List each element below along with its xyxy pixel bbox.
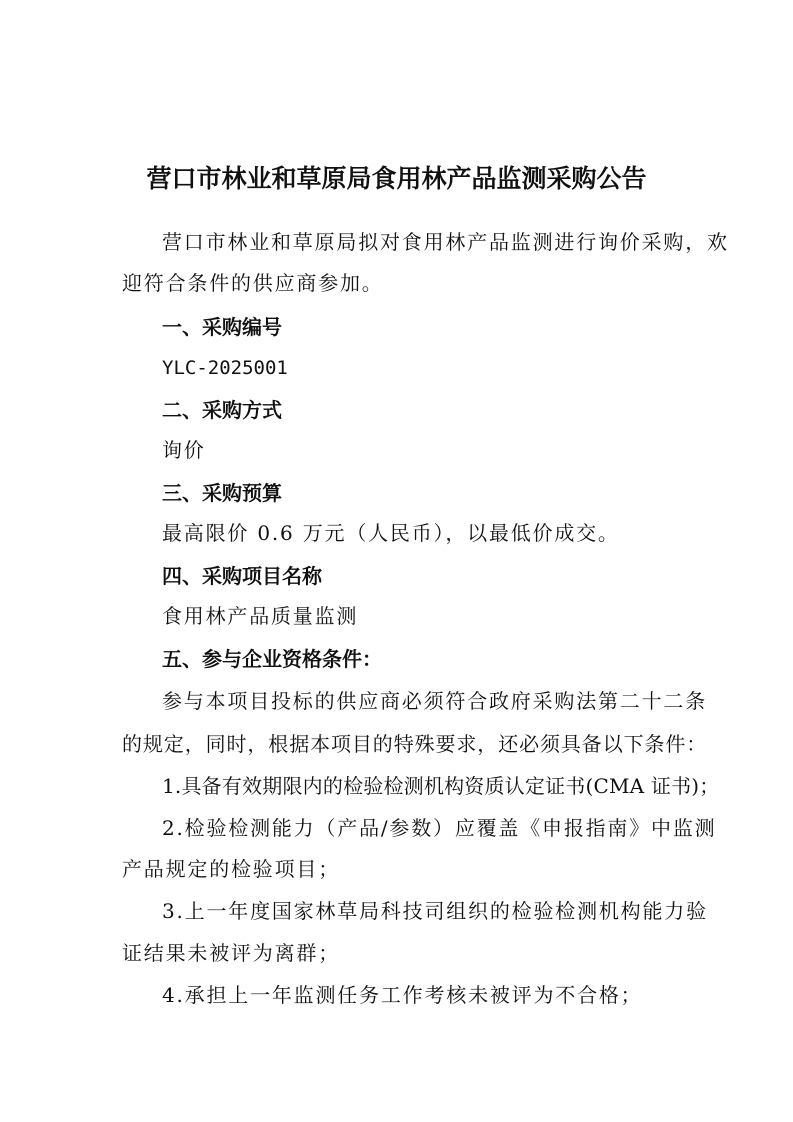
section-heading-procurement-number: 一、采购编号 — [162, 315, 282, 339]
condition-item-3-line-1: 3.上一年度国家林草局科技司组织的检验检测机构能力验 — [162, 899, 708, 923]
condition-item-4: 4.承担上一年监测任务工作考核未被评为不合格； — [162, 983, 643, 1007]
qualification-intro-line-1: 参与本项目投标的供应商必须符合政府采购法第二十二条 — [162, 689, 707, 713]
procurement-method-value: 询价 — [162, 438, 206, 462]
section-heading-project-name: 四、采购项目名称 — [162, 564, 322, 588]
qualification-intro-line-2: 的规定，同时，根据本项目的特殊要求，还必须具备以下条件： — [122, 732, 708, 756]
section-heading-procurement-method: 二、采购方式 — [162, 398, 282, 422]
section-heading-qualification-conditions: 五、参与企业资格条件： — [162, 647, 382, 671]
condition-item-3-line-2: 证结果未被评为离群； — [122, 941, 340, 965]
intro-paragraph-line-1: 营口市林业和草原局拟对食用林产品监测进行询价采购，欢 — [162, 230, 729, 254]
document-title: 营口市林业和草原局食用林产品监测采购公告 — [146, 164, 647, 193]
project-name-value: 食用林产品质量监测 — [162, 604, 359, 628]
procurement-budget-value: 最高限价 0.6 万元（人民币），以最低价成交。 — [162, 521, 620, 545]
condition-item-2-line-1: 2.检验检测能力（产品/参数）应覆盖《申报指南》中监测 — [162, 816, 717, 840]
procurement-number-value: YLC-2025001 — [162, 357, 288, 379]
condition-item-1: 1.具备有效期限内的检验检测机构资质认定证书(CMA 证书)； — [162, 774, 720, 798]
condition-item-2-line-2: 产品规定的检验项目； — [122, 857, 340, 881]
intro-paragraph-line-2: 迎符合条件的供应商参加。 — [122, 271, 384, 295]
section-heading-procurement-budget: 三、采购预算 — [162, 481, 282, 505]
